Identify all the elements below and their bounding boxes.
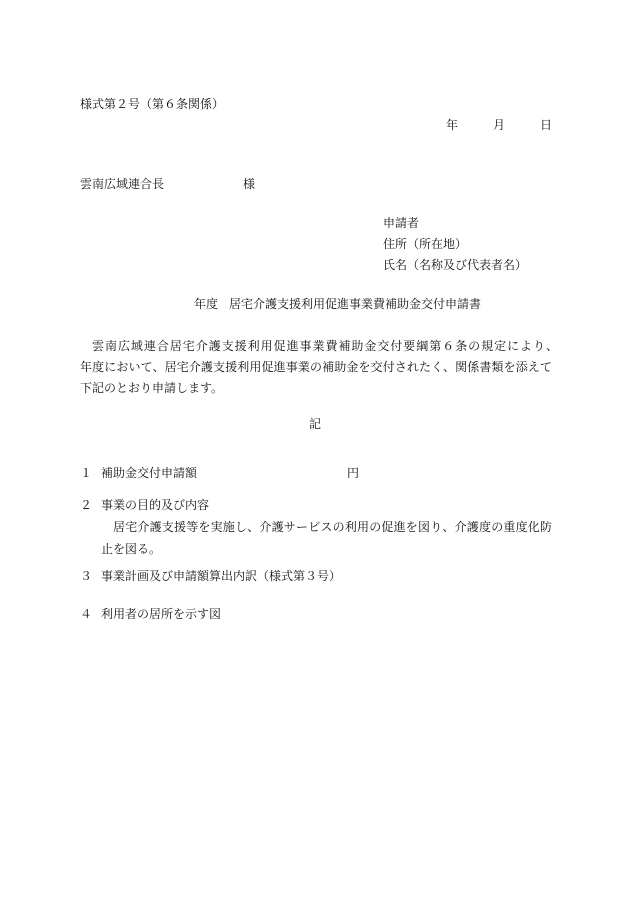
amount-unit: 円 — [347, 466, 360, 480]
date-line — [446, 119, 552, 131]
addressee-line — [80, 178, 255, 190]
title-text: 居宅介護支援利用促進事業費補助金交付申請書 — [229, 297, 482, 311]
item-number: ３ — [80, 569, 93, 583]
title-year-label: 年度 — [194, 297, 219, 311]
applicant-block — [383, 217, 527, 280]
document-title — [194, 298, 481, 310]
item-plan — [80, 570, 341, 582]
date-year-label: 年 — [446, 118, 459, 132]
item-label: 事業計画及び申請額算出内訳（様式第３号） — [101, 569, 342, 583]
addressee-honorific: 様 — [243, 177, 256, 191]
item-purpose-detail: 居宅介護支援等を実施し、介護サービスの利用の促進を図り、介護度の重度化防止を図る。 — [101, 520, 552, 556]
applicant-address-label: 住所（所在地） — [383, 237, 468, 251]
applicant-label: 申請者 — [383, 216, 420, 230]
item-label: 事業の目的及び内容 — [101, 498, 210, 512]
item-application-amount — [80, 467, 359, 479]
item-map — [80, 608, 221, 620]
body-paragraph: 雲南広域連合居宅介護支援利用促進事業費補助金交付要綱第６条の規定により、 年度において、居宅介護支援利用促進事業の補助金を交付されたく、関係書類を添えて下記のとおり申請します。 — [80, 339, 577, 395]
item-number: ２ — [80, 498, 93, 512]
form-number: 様式第２号（第６条関係） — [80, 97, 225, 111]
addressee-name: 雲南広域連合長 — [80, 177, 165, 191]
item-number: ４ — [80, 607, 93, 621]
date-day-label: 日 — [540, 118, 553, 132]
ki-heading: 記 — [309, 417, 322, 431]
applicant-name-label: 氏名（名称及び代表者名） — [383, 258, 528, 272]
date-month-label: 月 — [493, 118, 506, 132]
item-label: 補助金交付申請額 — [101, 466, 198, 480]
item-purpose — [80, 499, 209, 511]
item-number: １ — [80, 466, 93, 480]
item-label: 利用者の居所を示す図 — [101, 607, 222, 621]
